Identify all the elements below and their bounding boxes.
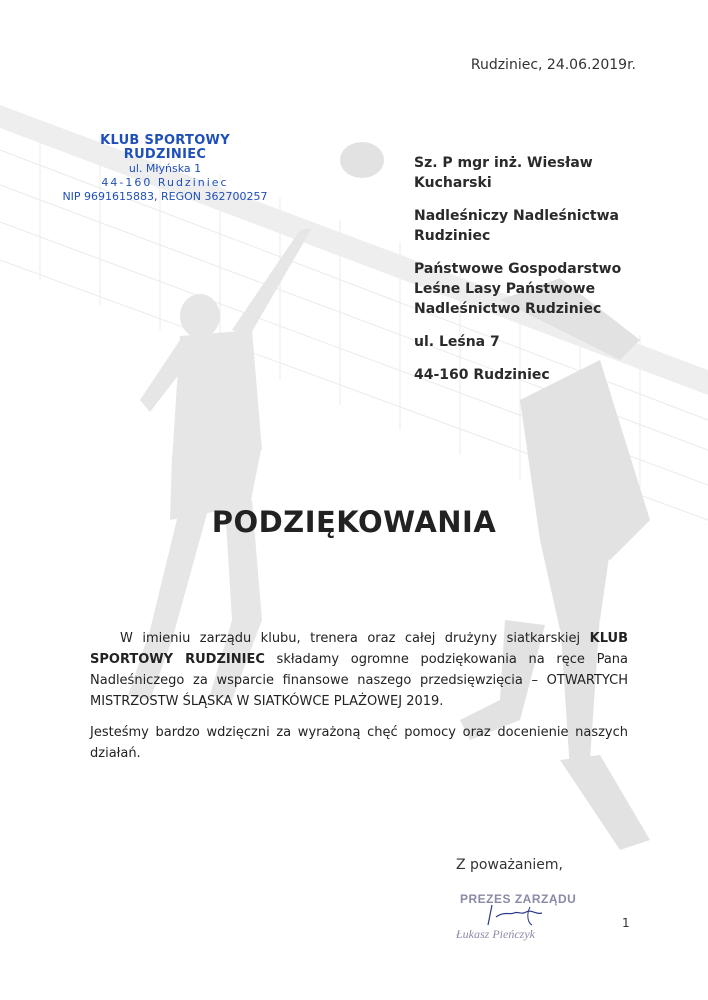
recipient-institution-line-2: Leśne Lasy Państwowe: [414, 281, 596, 297]
recipient-city-text: 44-160 Rudziniec: [414, 367, 550, 383]
svg-text:Łukasz Pieńczyk: Łukasz Pieńczyk: [456, 927, 535, 941]
club-stamp-name: KLUB SPORTOWY RUDZINIEC: [100, 133, 230, 162]
recipient-institution: [414, 259, 654, 319]
document-title: PODZIĘKOWANIA: [211, 505, 497, 539]
club-stamp-postal: 44-160 Rudziniec: [101, 176, 229, 189]
recipient-street-text: ul. Leśna 7: [414, 334, 500, 350]
body-paragraph-1: [90, 628, 628, 712]
recipient-name-line-1: Sz. P mgr inż. Wiesław: [414, 155, 593, 171]
recipient-city: [414, 365, 654, 385]
recipient-name: [414, 153, 654, 193]
recipient-name-line-2: Kucharski: [414, 175, 492, 191]
signature-stamp: [452, 885, 602, 945]
recipient-position-line-1: Nadleśniczy Nadleśnictwa: [414, 208, 619, 224]
letter-date: Rudziniec, 24.06.2019r.: [470, 57, 636, 73]
letter-body: [90, 628, 628, 764]
svg-text:PREZES ZARZĄDU: PREZES ZARZĄDU: [460, 892, 577, 906]
recipient-position: [414, 206, 654, 246]
recipient-institution-line-3: Nadleśnictwo Rudziniec: [414, 301, 602, 317]
paragraph-1-intro: W imieniu zarządu klubu, trenera oraz całej drużyny siatkarskiej: [120, 631, 590, 646]
recipient-street: [414, 332, 654, 352]
closing-salutation: Z poważaniem,: [456, 857, 563, 873]
paragraph-1-club-name: KLUB SPORTOWY RUDZINIEC: [90, 631, 628, 667]
body-paragraph-2: Jesteśmy bardzo wdzięczni za wyrażoną chęć pomocy oraz docenienie naszych działań.: [90, 725, 628, 761]
recipient-institution-line-1: Państwowe Gospodarstwo: [414, 261, 622, 277]
recipient-position-line-2: Rudziniec: [414, 228, 491, 244]
recipient-address: [414, 153, 654, 398]
club-stamp: [60, 134, 270, 204]
club-stamp-street: ul. Młyńska 1: [128, 162, 202, 175]
page-number: 1: [622, 916, 630, 930]
paragraph-1-rest: składamy ogromne podziękowania na ręce Pana Nadleśniczego za wsparcie finansowe naszego przedsięwzięcia – OTWARTYCH MISTRZOSTW ŚLĄSKA W SIATKÓWCE PLAŻOWEJ 2019.: [90, 652, 628, 709]
club-stamp-ids: NIP 9691615883, REGON 362700257: [62, 190, 268, 203]
